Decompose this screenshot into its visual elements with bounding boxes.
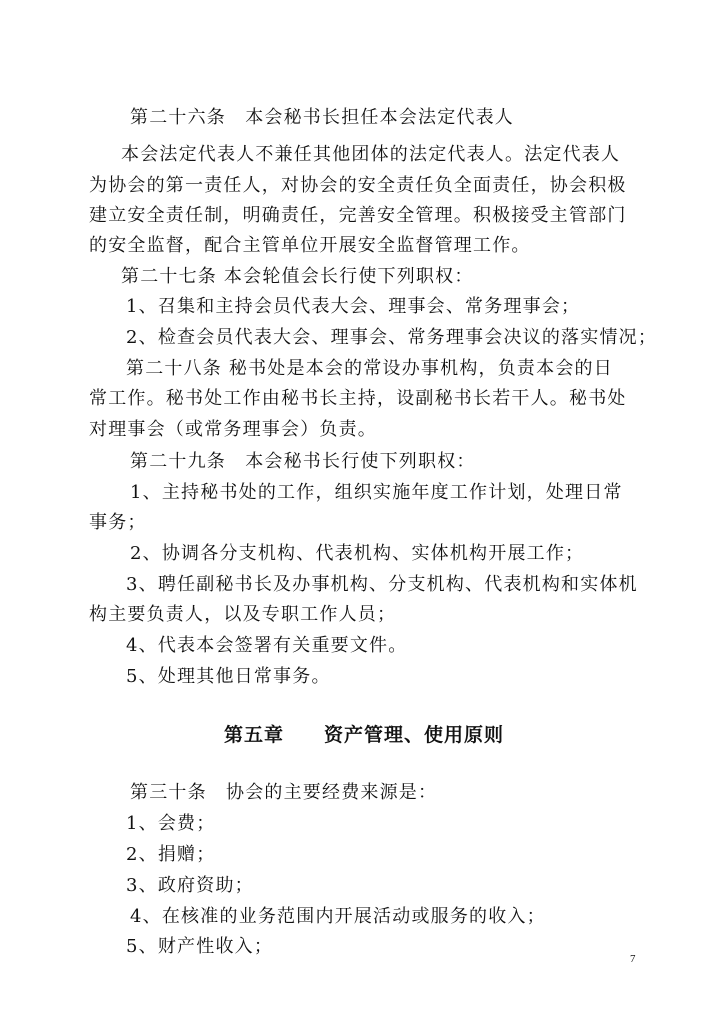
text-line: 1、召集和主持会员代表大会、理事会、常务理事会； [126,296,581,317]
text-line: 第三十条 协会的主要经费来源是： [130,782,438,803]
chapter-heading: 第五章 资产管理、使用原则 [224,724,505,746]
text-line: 1、会费； [126,813,216,834]
text-line: 3、政府资助； [126,875,254,896]
text-line: 5、财产性收入； [126,936,274,957]
text-line: 第二十六条 本会秘书长担任本会法定代表人 [130,107,514,128]
text-line: 建立安全责任制，明确责任，完善安全管理。积极接受主管部门 [89,205,627,226]
text-line: 4、在核准的业务范围内开展活动或服务的收入； [130,906,546,927]
text-line: 1、主持秘书处的工作，组织实施年度工作计划，处理日常 [130,482,623,503]
text-line: 为协会的第一责任人，对协会的安全责任负全面责任，协会积极 [89,175,627,196]
text-line: 对理事会（或常务理事会）负责。 [89,419,377,440]
text-line: 本会法定代表人不兼任其他团体的法定代表人。法定代表人 [121,144,621,165]
text-line: 常工作。秘书处工作由秘书长主持，设副秘书长若干人。秘书处 [89,388,627,409]
text-line: 2、捐赠； [126,844,216,865]
text-line: 3、聘任副秘书长及办事机构、分支机构、代表机构和实体机 [126,574,638,595]
text-line: 第二十九条 本会秘书长行使下列职权： [130,451,476,472]
text-line: 5、处理其他日常事务。 [126,666,331,687]
text-line: 4、代表本会签署有关重要文件。 [126,635,408,656]
text-line: 第二十七条 本会轮值会长行使下列职权： [121,266,474,287]
text-line: 2、检查会员代表大会、理事会、常务理事会决议的落实情况； [126,327,658,348]
text-line: 构主要负责人，以及专职工作人员； [89,604,397,625]
text-line: 第二十八条 秘书处是本会的常设办事机构，负责本会的日 [126,358,613,379]
text-line: 事务； [89,512,147,533]
text-line: 的安全监督，配合主管单位开展安全监督管理工作。 [89,235,531,256]
page-number: 7 [630,953,636,965]
text-line: 2、协调各分支机构、代表机构、实体机构开展工作； [130,543,585,564]
